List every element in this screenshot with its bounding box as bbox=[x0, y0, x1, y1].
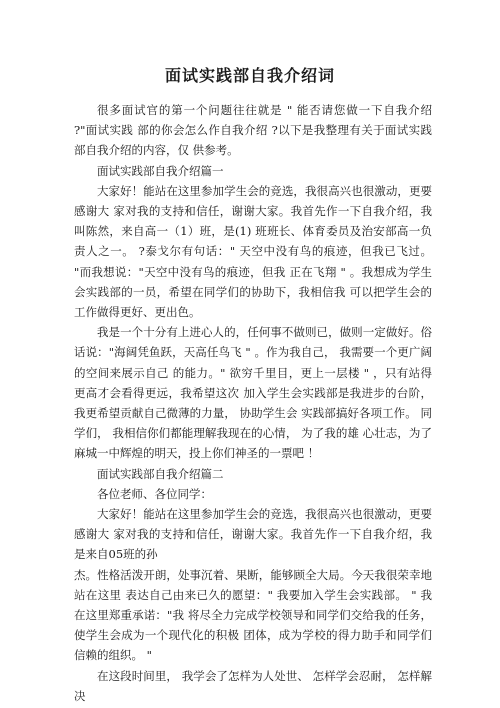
document-body bbox=[74, 100, 432, 706]
paragraph: 在这段时间里， 我学会了怎样为人处世、 怎样学会忍耐， 怎样解决 bbox=[74, 668, 432, 703]
paragraph: 大家好！能站在这里参加学生会的竞选，我很高兴也很激动，更要感谢大 家对我的支持和信任，谢谢大家。我首先作一下自我介绍，我是来自05班的孙 bbox=[74, 507, 432, 562]
section-heading-2: 面试实践部自我介绍篇二 bbox=[97, 466, 224, 481]
paragraph: 大家好！能站在这里参加学生会的竞选，我很高兴也很激动，更要感谢大 家对我的支持和信任，谢谢大家。我首先作一下自我介绍，我叫陈然，来自高一（1）班，是(1) 班班长、体育委员及治安部高一负责人之一。 ?泰戈尔有句话：" 天空中没有鸟的痕迹，但我已飞过。 "而我想说："天空中没有鸟的痕迹，但我 正在飞翔 " 。我想成为学生会实践部的一员，希望在同学们的协助下，我相信我 可以把学生会的工作做得更好、更出色。 bbox=[74, 183, 432, 320]
paragraph-intro: 很多面试官的第一个问题往往就是 " 能否请您做一下自我介绍 ?"面试实践 部的你会怎么作自我介绍 ?以下是我整理有关于面试实践部自我介绍的内容，仅 供参考。 bbox=[74, 103, 432, 158]
paragraph: 我是一个十分有上进心人的，任何事不做则已，做则一定做好。俗话说："海阔凭鱼跃，天高任鸟飞 " 。作为我自己， 我需要一个更广阔的空间来展示自己 的能力。" 欲穷千里目，更上一层楼 " ，只有站得更高才会看得更远，我希望这次 加入学生会实践部是我进步的台阶， 我更希望贡献自己微薄的力量， 协助学生会 实践部搞好各项工作。 同学们， 我相信你们都能理解我现在的心情， 为了我的雄 心壮志，为了麻城一中辉煌的明天，投上你们神圣的一票吧 ！ bbox=[74, 325, 432, 461]
salutation: 各位老师、各位同学： bbox=[97, 486, 212, 501]
section-heading-1: 面试实践部自我介绍篇一 bbox=[97, 163, 224, 178]
document-title: 面试实践部自我介绍词 bbox=[164, 66, 335, 85]
paragraph-continued: 杰。性格活泼开朗，处事沉着、果断，能够顾全大局。今天我很荣幸地站在这里 表达自己由来已久的愿望：" 我要加入学生会实践部。 " 我在这里郑重承诺："我 将尽全力完成学校领导和同学们交给我的任务， 使学生会成为一个现代化的积极 团体，成为学校的得力助手和同学们信赖的组织。 " bbox=[74, 567, 432, 663]
